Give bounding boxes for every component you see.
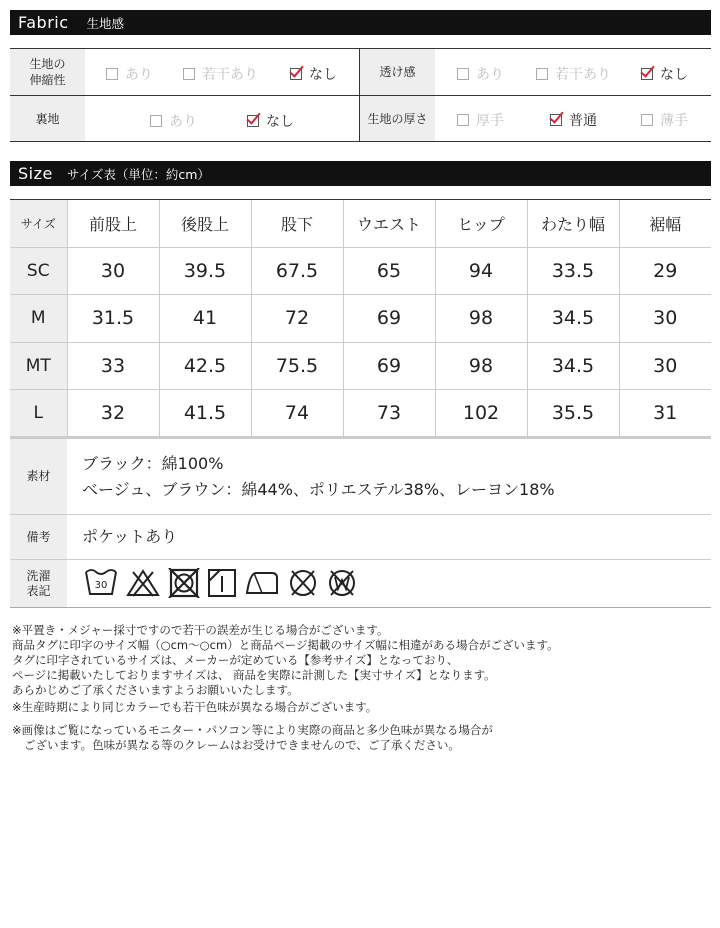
lining-label: 裏地	[10, 96, 85, 141]
stretch-option-slight: 若干あり	[183, 64, 258, 84]
table-cell: 42.5	[159, 342, 251, 390]
size-title: Size	[18, 164, 53, 183]
checkbox-icon	[150, 115, 162, 127]
checkbox-icon	[641, 114, 653, 126]
size-table	[10, 199, 711, 438]
table-cell: 41.5	[159, 390, 251, 438]
remarks-row	[10, 515, 711, 560]
table-row	[10, 342, 711, 390]
table-cell: 34.5	[527, 295, 619, 343]
table-cell: 98	[435, 295, 527, 343]
material-row	[10, 439, 711, 515]
care-label: 洗濯 表記	[10, 560, 67, 607]
checked-checkbox-icon	[641, 68, 653, 80]
col-header-hem: 裾幅	[619, 200, 711, 247]
lining-option-no: なし	[247, 111, 294, 131]
table-cell: 30	[67, 247, 159, 295]
table-row	[10, 390, 711, 438]
table-cell: 102	[435, 390, 527, 438]
table-cell: 74	[251, 390, 343, 438]
table-cell: 73	[343, 390, 435, 438]
table-cell: 75.5	[251, 342, 343, 390]
stretch-option-yes: あり	[106, 64, 153, 84]
sheer-option-no: なし	[641, 64, 688, 84]
notes-monitor: ※画像はご覧になっているモニター・パソコン等により実際の商品と多少色味が異なる場合が ございます。色味が異なる等のクレームはお受けできませんので、ご了承ください。	[12, 723, 493, 752]
size-section-header	[10, 161, 711, 186]
col-header-hip: ヒップ	[435, 200, 527, 247]
material-label: 素材	[10, 439, 67, 514]
checked-checkbox-icon	[550, 114, 562, 126]
fabric-row-lining-thickness	[10, 96, 711, 141]
table-cell: 72	[251, 295, 343, 343]
no-wet-clean-icon	[326, 568, 358, 598]
table-cell: 32	[67, 390, 159, 438]
fabric-table	[10, 48, 711, 142]
table-cell: 30	[619, 342, 711, 390]
stretch-label: 生地の 伸縮性	[10, 49, 85, 95]
col-header-back-rise: 後股上	[159, 200, 251, 247]
no-dry-clean-icon	[287, 568, 319, 598]
stretch-option-no: なし	[290, 64, 337, 84]
sheer-option-slight: 若干あり	[536, 64, 611, 84]
thickness-label: 生地の厚さ	[360, 96, 435, 141]
checkbox-icon	[183, 68, 195, 80]
table-cell: 31.5	[67, 295, 159, 343]
size-header-row	[10, 200, 711, 247]
fabric-title: Fabric	[18, 13, 69, 32]
material-value: ブラック：綿100% ベージュ、ブラウン：綿44%、ポリエステル38%、レーヨン18%	[82, 454, 555, 499]
wash-30-icon	[84, 568, 118, 598]
table-cell: 69	[343, 342, 435, 390]
table-cell: 31	[619, 390, 711, 438]
thickness-option-thin: 薄手	[641, 110, 688, 130]
fabric-subtitle: 生地感	[86, 15, 125, 31]
table-cell: 34.5	[527, 342, 619, 390]
table-cell: 30	[619, 295, 711, 343]
line-dry-shade-icon	[207, 568, 237, 598]
checked-checkbox-icon	[247, 115, 259, 127]
low-iron-icon	[244, 568, 280, 598]
size-name: MT	[10, 342, 67, 390]
checkbox-icon	[457, 114, 469, 126]
notes-color-variation: ※生産時期により同じカラーでも若干色味が異なる場合がございます。	[12, 700, 378, 714]
table-cell: 41	[159, 295, 251, 343]
size-name: SC	[10, 247, 67, 295]
thickness-option-thick: 厚手	[457, 110, 504, 130]
col-header-waist: ウエスト	[343, 200, 435, 247]
fabric-section-header	[10, 10, 711, 35]
table-cell: 94	[435, 247, 527, 295]
size-name: L	[10, 390, 67, 438]
table-cell: 39.5	[159, 247, 251, 295]
table-row	[10, 295, 711, 343]
svg-text:30: 30	[94, 580, 108, 591]
size-subtitle: サイズ表（単位：約cm）	[66, 166, 210, 182]
sheer-label: 透け感	[360, 49, 435, 95]
table-cell: 33	[67, 342, 159, 390]
col-header-size: サイズ	[10, 200, 67, 247]
size-name: M	[10, 295, 67, 343]
table-cell: 67.5	[251, 247, 343, 295]
product-info-block	[10, 436, 711, 608]
sheer-option-yes: あり	[457, 64, 504, 84]
table-cell: 29	[619, 247, 711, 295]
table-cell: 65	[343, 247, 435, 295]
table-cell: 35.5	[527, 390, 619, 438]
thickness-option-normal: 普通	[550, 110, 597, 130]
fabric-row-stretch-sheer	[10, 49, 711, 96]
lining-option-yes: あり	[150, 111, 197, 131]
table-row	[10, 247, 711, 295]
no-tumble-dry-icon	[168, 568, 200, 598]
checkbox-icon	[536, 68, 548, 80]
col-header-thigh: わたり幅	[527, 200, 619, 247]
col-header-front-rise: 前股上	[67, 200, 159, 247]
notes-measurement: ※平置き・メジャー採寸ですので若干の誤差が生じる場合がございます。 商品タグに印字のサイズ幅（○cm～○cm）と商品ページ掲載のサイズ幅に相違がある場合がございます。 タグに印字されているサイズは、メーカーが定めている【参考サイズ】となっており、 ページに掲載いたしておりますサイズは、 商品を実際に計測した【実寸サイズ】となります。 あらかじめご了承くださいますようお願いいたします。	[12, 623, 559, 697]
table-cell: 98	[435, 342, 527, 390]
care-row	[10, 560, 711, 608]
remarks-label: 備考	[10, 515, 67, 559]
remarks-value: ポケットあり	[82, 527, 178, 546]
col-header-inseam: 股下	[251, 200, 343, 247]
table-cell: 69	[343, 295, 435, 343]
checkbox-icon	[457, 68, 469, 80]
checked-checkbox-icon	[290, 68, 302, 80]
no-bleach-icon	[125, 568, 161, 598]
checkbox-icon	[106, 68, 118, 80]
care-icons	[84, 568, 358, 598]
table-cell: 33.5	[527, 247, 619, 295]
